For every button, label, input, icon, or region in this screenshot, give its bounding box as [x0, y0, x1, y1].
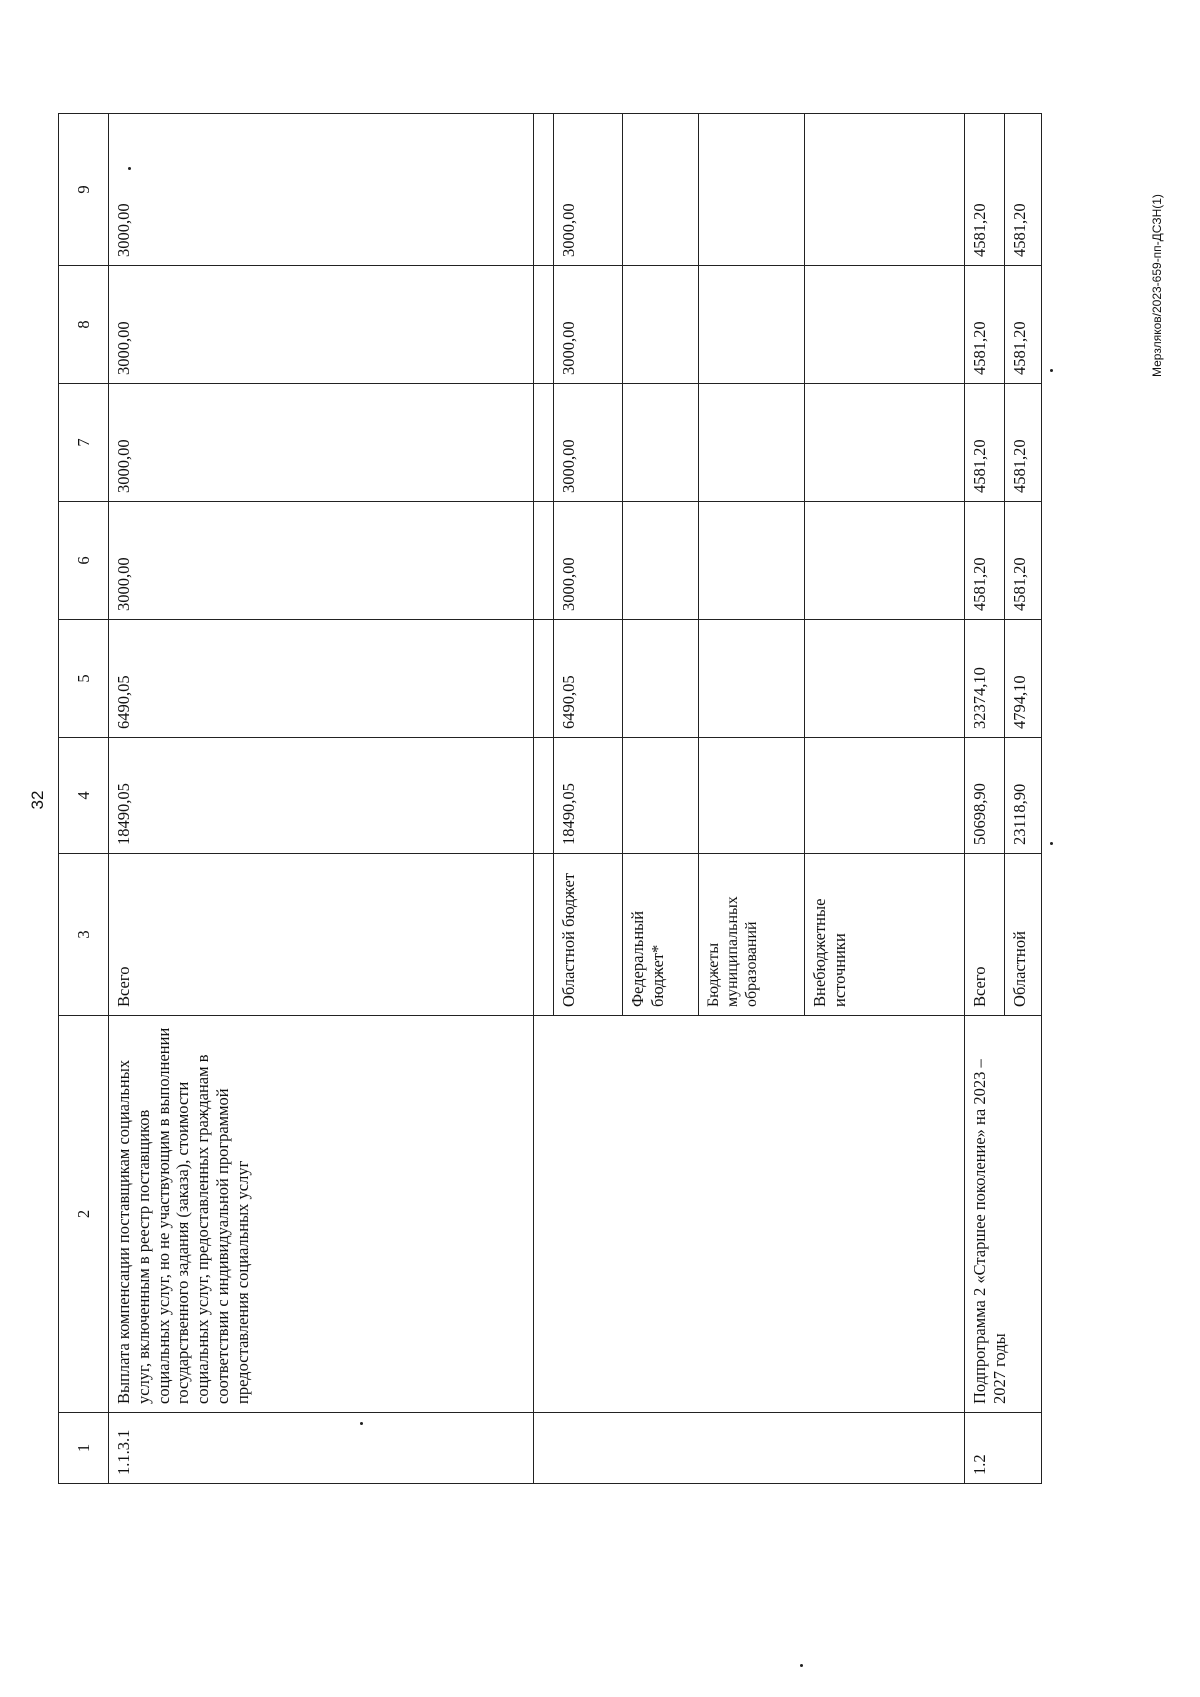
source-cell: Всего — [965, 854, 1005, 1016]
value-cell: 32374,10 — [965, 620, 1005, 738]
empty-code-cell — [534, 1413, 965, 1484]
value-cell: 6490,05 — [109, 620, 534, 738]
value-cell: 18490,05 — [554, 738, 623, 854]
value-cell — [699, 502, 805, 620]
value-cell — [623, 384, 699, 502]
row-name: Подпрограмма 2 «Старшее поколение» на 2023 – 2027 годы — [965, 1016, 1042, 1413]
value-cell: 4794,10 — [1005, 620, 1042, 738]
page-number: 32 — [28, 790, 47, 810]
value-cell: 23118,90 — [1005, 738, 1042, 854]
empty-cell — [534, 384, 554, 502]
value-cell — [623, 114, 699, 266]
value-cell: 4581,20 — [1005, 114, 1042, 266]
value-cell — [623, 502, 699, 620]
value-cell: 4581,20 — [965, 502, 1005, 620]
value-cell: 4581,20 — [1005, 502, 1042, 620]
empty-name-cell — [534, 1016, 965, 1413]
value-cell: 3000,00 — [554, 384, 623, 502]
value-cell: 3000,00 — [109, 502, 534, 620]
footer-code: Мерзляков/2023-659-пп-ДСЗН(1) — [1150, 194, 1164, 377]
value-cell — [699, 266, 805, 384]
empty-cell — [534, 854, 554, 1016]
value-cell: 4581,20 — [965, 114, 1005, 266]
empty-cell — [534, 738, 554, 854]
row-code: 1.2 — [965, 1413, 1042, 1484]
value-cell: 3000,00 — [109, 384, 534, 502]
empty-cell — [534, 620, 554, 738]
col-header: 4 — [59, 738, 109, 854]
empty-cell — [534, 266, 554, 384]
value-cell — [805, 738, 965, 854]
value-cell: 3000,00 — [554, 266, 623, 384]
value-cell: 3000,00 — [109, 114, 534, 266]
value-cell — [805, 266, 965, 384]
empty-cell — [534, 114, 554, 266]
source-cell: Федеральный бюджет* — [623, 854, 699, 1016]
table-row — [109, 114, 534, 1484]
scan-speck — [128, 167, 131, 170]
value-cell: 3000,00 — [554, 114, 623, 266]
col-header: 9 — [59, 114, 109, 266]
col-header: 1 — [59, 1413, 109, 1484]
scan-speck — [1050, 842, 1053, 845]
value-cell — [623, 620, 699, 738]
col-header: 7 — [59, 384, 109, 502]
source-cell: Внебюджетные источники — [805, 854, 965, 1016]
empty-cell — [534, 502, 554, 620]
source-cell: Областной — [1005, 854, 1042, 1016]
row-code: 1.1.3.1 — [109, 1413, 534, 1484]
value-cell — [805, 620, 965, 738]
scan-speck — [360, 1422, 363, 1425]
value-cell — [699, 738, 805, 854]
budget-table — [58, 113, 1042, 1484]
value-cell — [805, 502, 965, 620]
table-row — [534, 114, 554, 1484]
col-header: 8 — [59, 266, 109, 384]
scan-speck — [800, 1664, 803, 1667]
col-header: 6 — [59, 502, 109, 620]
value-cell — [805, 384, 965, 502]
value-cell: 18490,05 — [109, 738, 534, 854]
value-cell — [699, 384, 805, 502]
value-cell: 3000,00 — [109, 266, 534, 384]
value-cell — [623, 738, 699, 854]
source-cell: Бюджеты муниципальных образований — [699, 854, 805, 1016]
source-cell: Всего — [109, 854, 534, 1016]
value-cell — [699, 114, 805, 266]
value-cell — [623, 266, 699, 384]
value-cell — [699, 620, 805, 738]
value-cell: 50698,90 — [965, 738, 1005, 854]
col-header: 3 — [59, 854, 109, 1016]
value-cell: 6490,05 — [554, 620, 623, 738]
col-header: 2 — [59, 1016, 109, 1413]
value-cell: 3000,00 — [554, 502, 623, 620]
table-row — [965, 114, 1005, 1484]
col-header: 5 — [59, 620, 109, 738]
row-name: Выплата компенсации поставщикам социальных услуг, включенным в реестр поставщиков социальных услуг, но не участвующим в выполнении государственного задания (заказа), стоимости социальных услуг, предоставленных гражданам в соответствии с индивидуальной программой предоставления социальных услуг — [109, 1016, 534, 1413]
scan-speck — [1050, 369, 1053, 372]
value-cell — [805, 114, 965, 266]
source-cell: Областной бюджет — [554, 854, 623, 1016]
value-cell: 4581,20 — [1005, 384, 1042, 502]
value-cell: 4581,20 — [965, 384, 1005, 502]
value-cell: 4581,20 — [1005, 266, 1042, 384]
value-cell: 4581,20 — [965, 266, 1005, 384]
header-row — [59, 114, 109, 1484]
